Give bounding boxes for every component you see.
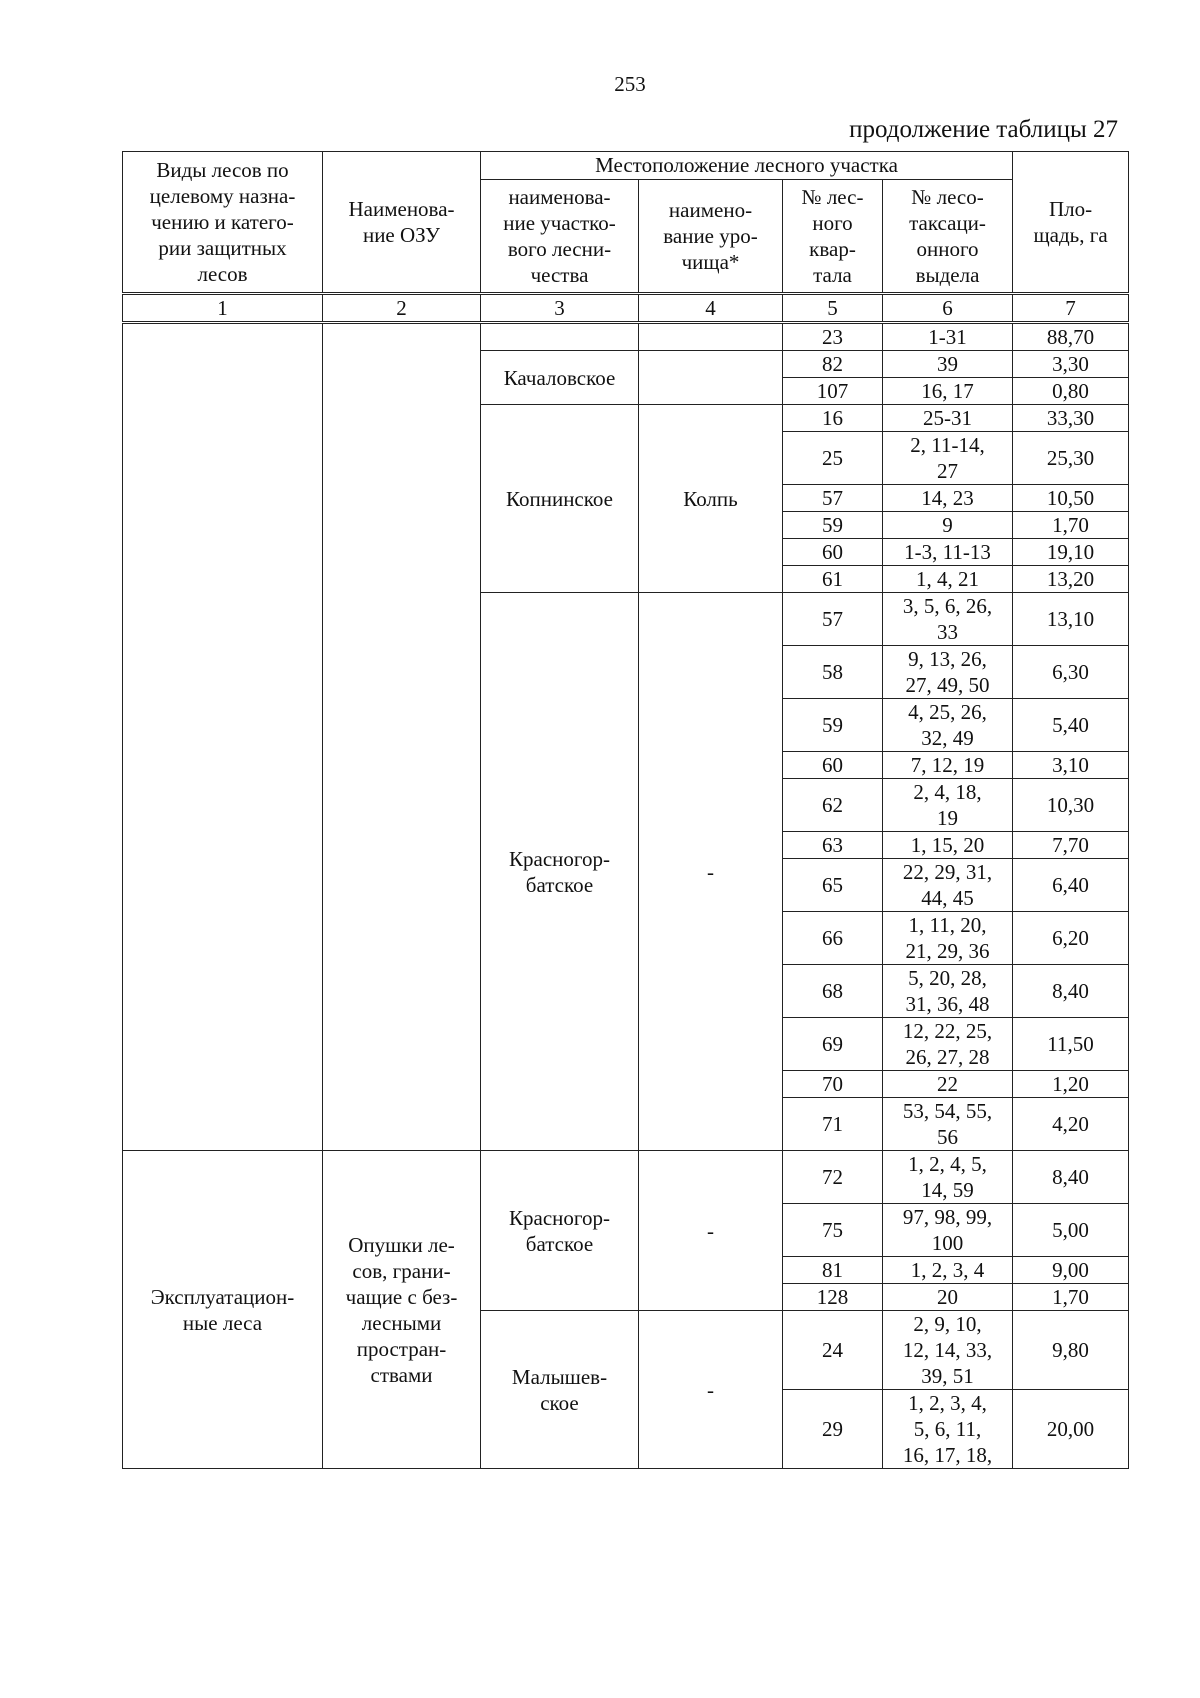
table-row	[123, 1151, 1129, 1204]
quarter-number: 29	[783, 1390, 883, 1469]
taxation-units: 3, 5, 6, 26, 33	[883, 593, 1013, 646]
quarter-number: 65	[783, 859, 883, 912]
quarter-number: 59	[783, 699, 883, 752]
taxation-units: 97, 98, 99, 100	[883, 1204, 1013, 1257]
forestry-name-kachalovskoe: Качаловское	[481, 351, 639, 405]
tract-cell-empty	[639, 351, 783, 405]
area-value: 6,20	[1013, 912, 1129, 965]
quarter-number: 66	[783, 912, 883, 965]
area-value: 4,20	[1013, 1098, 1129, 1151]
area-value: 6,40	[1013, 859, 1129, 912]
taxation-units: 5, 20, 28, 31, 36, 48	[883, 965, 1013, 1018]
area-value: 11,50	[1013, 1018, 1129, 1071]
header-quarter-no: № лес- ного квар- тала	[783, 179, 883, 293]
tract-name-dash: -	[639, 1311, 783, 1469]
quarter-number: 58	[783, 646, 883, 699]
area-value: 6,30	[1013, 646, 1129, 699]
quarter-number: 59	[783, 512, 883, 539]
forestry-cell-empty	[481, 323, 639, 351]
taxation-units: 20	[883, 1284, 1013, 1311]
quarter-number: 81	[783, 1257, 883, 1284]
forestry-name-malyshevskoe: Малышев- ское	[481, 1311, 639, 1469]
taxation-units: 12, 22, 25, 26, 27, 28	[883, 1018, 1013, 1071]
column-number: 3	[481, 294, 639, 323]
taxation-units: 1, 11, 20, 21, 29, 36	[883, 912, 1013, 965]
area-value: 7,70	[1013, 832, 1129, 859]
quarter-number: 128	[783, 1284, 883, 1311]
column-number: 2	[323, 294, 481, 323]
forest-table	[122, 151, 1129, 1469]
quarter-number: 16	[783, 405, 883, 432]
taxation-units: 1, 15, 20	[883, 832, 1013, 859]
taxation-units: 1, 2, 3, 4	[883, 1257, 1013, 1284]
quarter-number: 107	[783, 378, 883, 405]
quarter-number: 62	[783, 779, 883, 832]
forestry-name-kopninskoe: Копнинское	[481, 405, 639, 593]
area-value: 19,10	[1013, 539, 1129, 566]
quarter-number: 71	[783, 1098, 883, 1151]
quarter-number: 61	[783, 566, 883, 593]
area-value: 8,40	[1013, 1151, 1129, 1204]
quarter-number: 70	[783, 1071, 883, 1098]
taxation-units: 2, 4, 18, 19	[883, 779, 1013, 832]
area-value: 3,10	[1013, 752, 1129, 779]
quarter-number: 25	[783, 432, 883, 485]
area-value: 9,00	[1013, 1257, 1129, 1284]
area-value: 33,30	[1013, 405, 1129, 432]
taxation-units: 1, 4, 21	[883, 566, 1013, 593]
taxation-units: 53, 54, 55, 56	[883, 1098, 1013, 1151]
area-value: 25,30	[1013, 432, 1129, 485]
taxation-units: 1, 2, 4, 5, 14, 59	[883, 1151, 1013, 1204]
header-forestry-name: наименова- ние участко- вого лесни- чества	[481, 179, 639, 293]
area-value: 13,10	[1013, 593, 1129, 646]
taxation-units: 22, 29, 31, 44, 45	[883, 859, 1013, 912]
table-caption: продолжение таблицы 27	[849, 116, 1118, 143]
forestry-name-krasnogorbatskoe: Красногор- батское	[481, 593, 639, 1151]
taxation-units: 22	[883, 1071, 1013, 1098]
ozu-name-cell-empty	[323, 323, 481, 1151]
area-value: 88,70	[1013, 323, 1129, 351]
taxation-units: 9, 13, 26, 27, 49, 50	[883, 646, 1013, 699]
taxation-units: 16, 17	[883, 378, 1013, 405]
taxation-units: 1, 2, 3, 4, 5, 6, 11, 16, 17, 18,	[883, 1390, 1013, 1469]
taxation-units: 4, 25, 26, 32, 49	[883, 699, 1013, 752]
quarter-number: 72	[783, 1151, 883, 1204]
taxation-units: 1-3, 11-13	[883, 539, 1013, 566]
forestry-name-krasnogorbatskoe: Красногор- батское	[481, 1151, 639, 1311]
area-value: 9,80	[1013, 1311, 1129, 1390]
column-number: 5	[783, 294, 883, 323]
taxation-units: 7, 12, 19	[883, 752, 1013, 779]
quarter-number: 75	[783, 1204, 883, 1257]
quarter-number: 24	[783, 1311, 883, 1390]
column-number: 6	[883, 294, 1013, 323]
taxation-units: 1-31	[883, 323, 1013, 351]
taxation-units: 25-31	[883, 405, 1013, 432]
quarter-number: 68	[783, 965, 883, 1018]
taxation-units: 2, 11-14, 27	[883, 432, 1013, 485]
page-number: 253	[614, 72, 646, 96]
tract-name-dash: -	[639, 1151, 783, 1311]
header-tract-name: наимено- вание уро- чища*	[639, 179, 783, 293]
column-number: 4	[639, 294, 783, 323]
area-value: 1,70	[1013, 1284, 1129, 1311]
area-value: 5,40	[1013, 699, 1129, 752]
tract-name-dash: -	[639, 593, 783, 1151]
area-value: 1,20	[1013, 1071, 1129, 1098]
header-forest-type: Виды лесов по целевому назна- чению и катего- рии защитных лесов	[123, 152, 323, 294]
quarter-number: 60	[783, 752, 883, 779]
area-value: 13,20	[1013, 566, 1129, 593]
area-value: 10,50	[1013, 485, 1129, 512]
quarter-number: 57	[783, 485, 883, 512]
quarter-number: 69	[783, 1018, 883, 1071]
area-value: 5,00	[1013, 1204, 1129, 1257]
header-row-1	[123, 152, 1129, 180]
column-number: 7	[1013, 294, 1129, 323]
tract-cell-empty	[639, 323, 783, 351]
column-number: 1	[123, 294, 323, 323]
header-area: Пло- щадь, га	[1013, 152, 1129, 294]
tract-name-kolp: Колпь	[639, 405, 783, 593]
header-ozu-name: Наименова- ние ОЗУ	[323, 152, 481, 294]
quarter-number: 63	[783, 832, 883, 859]
area-value: 10,30	[1013, 779, 1129, 832]
quarter-number: 60	[783, 539, 883, 566]
quarter-number: 23	[783, 323, 883, 351]
area-value: 20,00	[1013, 1390, 1129, 1469]
ozu-name-forest-edges: Опушки ле- сов, грани- чащие с без- лесными простран- ствами	[323, 1151, 481, 1469]
table-row	[123, 323, 1129, 351]
quarter-number: 57	[783, 593, 883, 646]
quarter-number: 82	[783, 351, 883, 378]
taxation-units: 9	[883, 512, 1013, 539]
area-value: 3,30	[1013, 351, 1129, 378]
area-value: 8,40	[1013, 965, 1129, 1018]
forest-type-exploitation: Эксплуатацион- ные леса	[123, 1151, 323, 1469]
forest-type-cell-empty	[123, 323, 323, 1151]
column-numbers-row	[123, 294, 1129, 323]
taxation-units: 39	[883, 351, 1013, 378]
taxation-units: 14, 23	[883, 485, 1013, 512]
taxation-units: 2, 9, 10, 12, 14, 33, 39, 51	[883, 1311, 1013, 1390]
area-value: 1,70	[1013, 512, 1129, 539]
header-taxation-no: № лесо- таксаци- онного выдела	[883, 179, 1013, 293]
header-location: Местоположение лесного участка	[481, 152, 1013, 180]
area-value: 0,80	[1013, 378, 1129, 405]
